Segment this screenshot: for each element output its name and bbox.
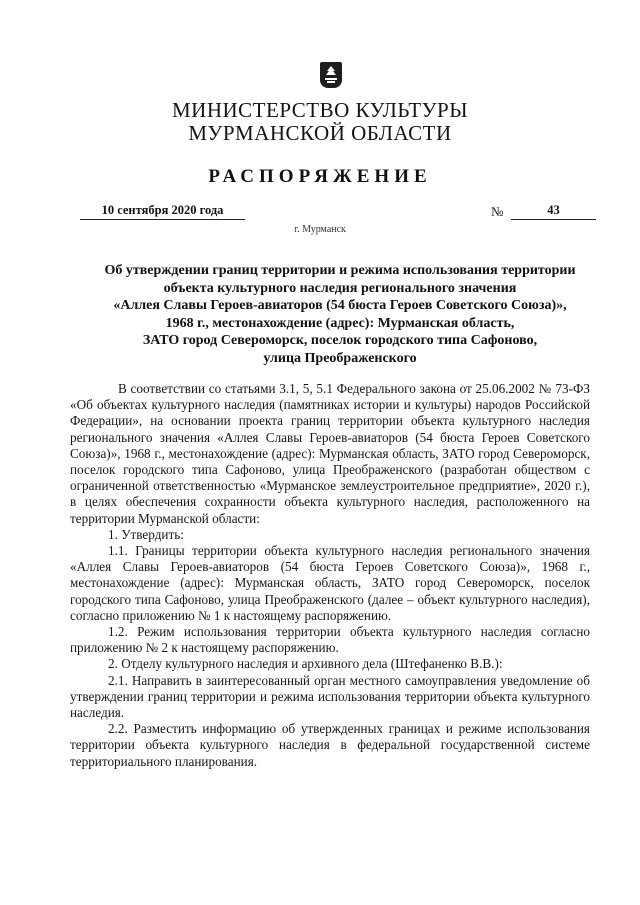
document-date: 10 сентября 2020 года	[80, 203, 245, 220]
preamble-paragraph: В соответствии со статьями 3.1, 5, 5.1 Федерального закона от 25.06.2002 № 73-ФЗ «Об объектах культурного наследия (памятниках истории и культуры) народов Российской Федерации», на основании проекта границ территории объекта культурного наследия регионального значения «Аллея Славы Героев-авиаторов (54 бюста Героев Советского Союза)», 1968 г., местонахождение (адрес): Мурманская область, ЗАТО город Североморск, поселок городского типа Сафоново, улица Преображенского (разработан обществом с ограниченной ответственностью «Мурманское землеустроительное предприятие», 2020 г.), в целях обеспечения сохранности объекта культурного наследия, расположенного на территории Мурманской области:	[70, 381, 590, 526]
ministry-name-line1: МИНИСТЕРСТВО КУЛЬТУРЫ	[171, 98, 469, 122]
title-line: улица Преображенского	[263, 350, 417, 366]
document-number: 43	[511, 203, 596, 220]
clause-1-2: 1.2. Режим использования территории объекта культурного наследия согласно приложению № 2 к настоящему распоряжению.	[70, 624, 590, 656]
title-line: объекта культурного наследия регионального значения	[163, 280, 517, 296]
document-city: г. Мурманск	[294, 224, 346, 235]
clause-2-2: 2.2. Разместить информацию об утвержденных границах и режиме использования территории объекта культурного наследия в федеральной государственной системе территориального планирования.	[70, 721, 590, 769]
title-line: «Аллея Славы Героев-авиаторов (54 бюста Героев Советского Союза)»,	[113, 298, 567, 313]
document-body	[70, 381, 590, 770]
title-line: ЗАТО город Североморск, поселок городского типа Сафоново,	[142, 333, 538, 348]
coat-of-arms-icon	[320, 62, 342, 88]
clause-2-1: 2.1. Направить в заинтересованный орган местного самоуправления уведомление об утверждении границ территории и режима использования территории объекта культурного наследия.	[70, 672, 590, 721]
title-line: Об утверждении границ территории и режима использования территории	[104, 263, 576, 278]
title-line: 1968 г., местонахождение (адрес): Мурманская область,	[165, 315, 515, 331]
document-type: РАСПОРЯЖЕНИЕ	[208, 166, 432, 187]
document-title	[80, 262, 600, 367]
clause-2: 2. Отделу культурного наследия и архивного дела (Штефаненко В.В.):	[108, 656, 503, 672]
clause-1: 1. Утвердить:	[108, 526, 184, 542]
ministry-name-line2: МУРМАНСКОЙ ОБЛАСТИ	[188, 121, 452, 145]
document-number-label: №	[491, 204, 504, 219]
clause-1-1: 1.1. Границы территории объекта культурного наследия регионального значения «Аллея Славы Героев-авиаторов (54 бюста Героев Советского Союза)», 1968 г., местонахождение (адрес): Мурманская область, ЗАТО город Североморск, поселок городского типа Сафоново, улица Преображенского (далее – объект культурного наследия), согласно приложению № 1 к настоящему распоряжению.	[70, 543, 590, 623]
